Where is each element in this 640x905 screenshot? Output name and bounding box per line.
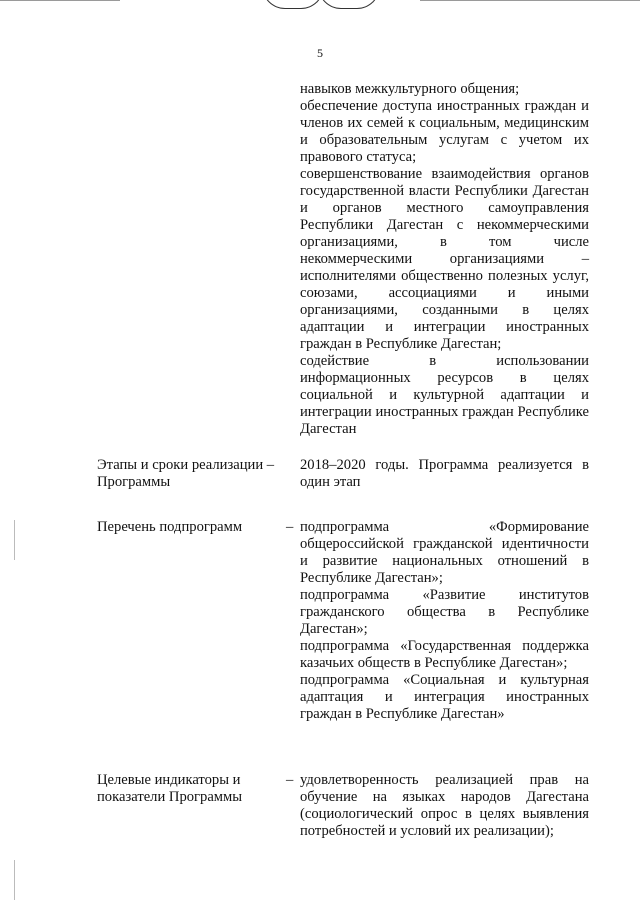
- goals-continuation: [300, 81, 589, 438]
- subprograms-list: [300, 519, 589, 723]
- subprograms-dash: –: [286, 519, 294, 535]
- subprogram-item: подпрограмма «Развитие институтов гражданского общества в Республике Дагестан»;: [300, 587, 589, 637]
- scan-artifact-top: [0, 0, 640, 12]
- stages-label: Этапы и сроки реализации – Программы: [97, 457, 275, 490]
- goal-item: содействие в использовании информационных ресурсов в целях социальной и культурной адаптации и интеграции иностранных граждан Республике Дагестан: [300, 353, 589, 437]
- goal-item: навыков межкультурного общения;: [300, 81, 520, 97]
- stages-text: 2018–2020 годы. Программа реализуется в один этап: [300, 457, 589, 490]
- subprogram-item: подпрограмма «Формирование общероссийской гражданской идентичности и развитие национальных отношений в Республике Дагестан»;: [300, 519, 589, 586]
- subprogram-item: подпрограмма «Социальная и культурная адаптация и интеграция иностранных граждан в Республике Дагестан»: [300, 672, 589, 722]
- goal-item: обеспечение доступа иностранных граждан и членов их семей к социальным, медицинским и образовательным услугам с учетом их правового статуса;: [300, 98, 589, 165]
- page-number: 5: [317, 46, 323, 60]
- indicators-label: Целевые индикаторы и показатели Программы: [97, 772, 243, 805]
- scan-edge-mark: [14, 520, 15, 560]
- stages-value: [300, 457, 589, 491]
- indicators-dash: –: [286, 772, 294, 788]
- indicators-list: [300, 772, 589, 840]
- subprogram-item: подпрограмма «Государственная поддержка казачьих обществ в Республике Дагестан»;: [300, 638, 589, 671]
- goal-item: совершенствование взаимодействия органов государственной власти Республики Дагестан и органов местного самоуправления Республики Дагестан с некоммерческими организациями, в том числе некоммерческими организациями – исполнителями общественно полезных услуг, союзами, ассоциациями и иными организациями, созданными в целях адаптации и интеграции иностранных граждан в Республике Дагестан;: [300, 166, 589, 352]
- subprograms-label: Перечень подпрограмм: [97, 519, 243, 535]
- indicator-item: удовлетворенность реализацией прав на обучение на языках народов Дагестана (социологический опрос в целях выявления потребностей и условий их реализации);: [300, 772, 589, 839]
- scan-edge-mark: [14, 860, 15, 900]
